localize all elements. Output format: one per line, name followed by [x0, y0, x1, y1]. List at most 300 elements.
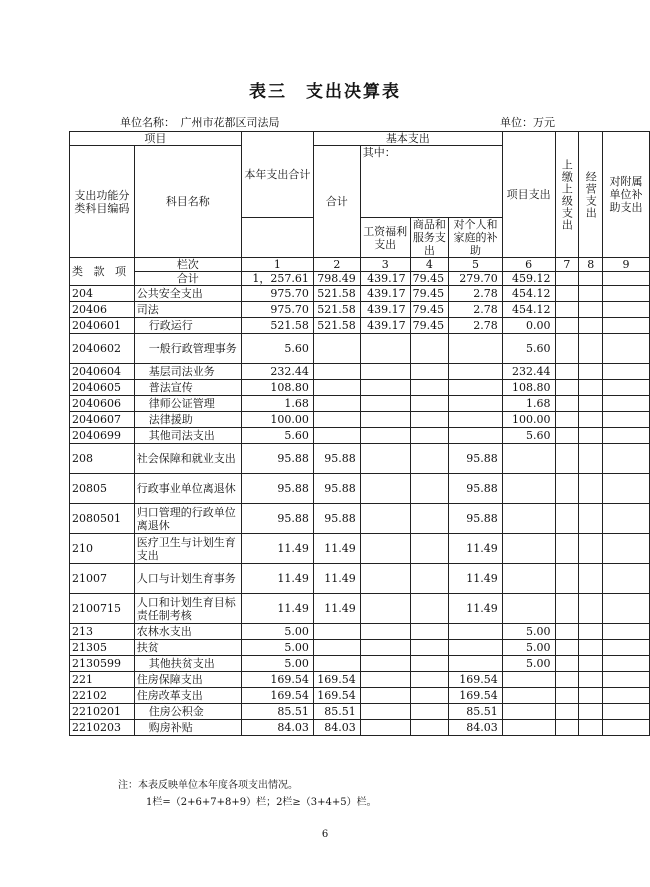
row-name: 公共安全支出	[134, 286, 241, 302]
header-code: 支出功能分类科目编码	[70, 146, 135, 258]
row-value	[579, 624, 603, 640]
row-value	[555, 594, 579, 624]
row-value	[579, 720, 603, 736]
row-value	[555, 624, 579, 640]
row-value	[555, 474, 579, 504]
row-value	[603, 704, 650, 720]
row-value	[449, 334, 503, 364]
row-name: 住房保障支出	[134, 672, 241, 688]
col-no-2: 2	[313, 258, 360, 272]
row-value	[360, 444, 410, 474]
row-value	[603, 594, 650, 624]
row-value	[603, 412, 650, 428]
row-value	[579, 474, 603, 504]
row-value: 169.54	[241, 688, 313, 704]
row-value: 108.80	[241, 380, 313, 396]
row-value: 5.60	[502, 428, 555, 444]
row-value	[410, 720, 449, 736]
row-value	[410, 656, 449, 672]
row-value	[579, 364, 603, 380]
row-value	[360, 624, 410, 640]
row-value	[555, 396, 579, 412]
unit-name: 单位名称： 广州市花都区司法局	[120, 116, 280, 129]
row-value: 169.54	[313, 672, 360, 688]
row-value: 169.54	[449, 672, 503, 688]
row-value	[603, 364, 650, 380]
row-value	[555, 412, 579, 428]
row-name: 基层司法业务	[134, 364, 241, 380]
col-no-7: 7	[555, 258, 579, 272]
row-value	[603, 672, 650, 688]
table-row	[70, 640, 650, 656]
sum-cell: 439.17	[360, 272, 410, 286]
row-value: 169.54	[449, 688, 503, 704]
row-value	[502, 504, 555, 534]
row-value	[579, 412, 603, 428]
row-name: 归口管理的行政单位离退休	[134, 504, 241, 534]
row-value	[410, 624, 449, 640]
table-row	[70, 504, 650, 534]
row-value	[579, 286, 603, 302]
row-value: 11.49	[313, 534, 360, 564]
row-value	[449, 396, 503, 412]
row-code: 208	[70, 444, 135, 474]
row-value	[410, 334, 449, 364]
row-value: 521.58	[313, 302, 360, 318]
row-value	[555, 428, 579, 444]
row-value	[360, 704, 410, 720]
row-code: 2040602	[70, 334, 135, 364]
row-value	[313, 656, 360, 672]
row-code: 210	[70, 534, 135, 564]
row-value: 11.49	[313, 594, 360, 624]
row-value	[360, 396, 410, 412]
row-value: 95.88	[241, 474, 313, 504]
row-value	[410, 428, 449, 444]
row-value	[579, 656, 603, 672]
row-value	[502, 672, 555, 688]
row-value	[502, 688, 555, 704]
row-name: 扶贫	[134, 640, 241, 656]
row-value	[360, 380, 410, 396]
header-of-which: 其中：	[360, 146, 502, 218]
row-value	[579, 380, 603, 396]
row-name: 行政事业单位离退休	[134, 474, 241, 504]
row-value	[410, 672, 449, 688]
table-row	[70, 474, 650, 504]
row-value	[502, 444, 555, 474]
row-value: 975.70	[241, 302, 313, 318]
row-value	[360, 412, 410, 428]
row-value: 521.58	[313, 318, 360, 334]
table-row	[70, 720, 650, 736]
row-value: 84.03	[449, 720, 503, 736]
row-value	[449, 364, 503, 380]
row-value	[360, 428, 410, 444]
row-value: 11.49	[241, 594, 313, 624]
table-row	[70, 286, 650, 302]
header-basic: 基本支出	[313, 132, 502, 146]
row-value: 2.78	[449, 318, 503, 334]
row-value	[410, 594, 449, 624]
row-value	[555, 444, 579, 474]
row-value	[579, 444, 603, 474]
table-row	[70, 396, 650, 412]
row-value	[603, 564, 650, 594]
table-row	[70, 534, 650, 564]
table-row	[70, 688, 650, 704]
row-value	[603, 380, 650, 396]
row-value: 5.00	[241, 640, 313, 656]
header-item: 项目	[70, 132, 242, 146]
sum-cell: 798.49	[313, 272, 360, 286]
row-code: 21305	[70, 640, 135, 656]
row-value: 169.54	[241, 672, 313, 688]
col-no-9: 9	[603, 258, 650, 272]
row-value	[555, 534, 579, 564]
col-no-5: 5	[449, 258, 503, 272]
row-value: 79.45	[410, 302, 449, 318]
table-row	[70, 672, 650, 688]
row-code: 213	[70, 624, 135, 640]
row-value	[579, 396, 603, 412]
row-value: 521.58	[241, 318, 313, 334]
row-value	[579, 504, 603, 534]
row-value	[313, 334, 360, 364]
row-value	[410, 688, 449, 704]
row-name: 普法宣传	[134, 380, 241, 396]
row-value	[449, 428, 503, 444]
row-value: 5.00	[241, 624, 313, 640]
sum-cell: 79.45	[410, 272, 449, 286]
row-value	[410, 704, 449, 720]
sum-label: 合计	[134, 272, 241, 286]
row-value	[313, 428, 360, 444]
row-value: 232.44	[241, 364, 313, 380]
header-subsidy: 对附属单位补助支出	[603, 132, 650, 258]
row-value	[579, 594, 603, 624]
row-value	[313, 364, 360, 380]
header-personal: 对个人和家庭的补助	[449, 218, 503, 258]
row-value	[579, 534, 603, 564]
row-value	[502, 534, 555, 564]
row-name: 医疗卫生与计划生育支出	[134, 534, 241, 564]
row-value	[502, 720, 555, 736]
row-code: 2080501	[70, 504, 135, 534]
sum-cell	[555, 272, 579, 286]
row-value	[410, 396, 449, 412]
row-value: 1.68	[241, 396, 313, 412]
row-value	[555, 720, 579, 736]
row-value: 95.88	[449, 474, 503, 504]
row-value	[603, 534, 650, 564]
row-value	[360, 534, 410, 564]
row-value	[313, 624, 360, 640]
row-value	[555, 302, 579, 318]
table-row	[70, 334, 650, 364]
row-value	[555, 704, 579, 720]
row-value	[360, 504, 410, 534]
row-code: 2040601	[70, 318, 135, 334]
row-code: 20406	[70, 302, 135, 318]
row-code: 2130599	[70, 656, 135, 672]
page-number: 6	[321, 829, 329, 840]
row-value	[410, 364, 449, 380]
row-value	[603, 428, 650, 444]
row-code: 2210203	[70, 720, 135, 736]
row-value	[603, 656, 650, 672]
row-value: 1.68	[502, 396, 555, 412]
header-salary: 工资福利支出	[360, 218, 410, 258]
row-value	[555, 364, 579, 380]
header-lanci: 栏次	[134, 258, 241, 272]
table-row	[70, 318, 650, 334]
col-no-6: 6	[502, 258, 555, 272]
row-value: 2.78	[449, 286, 503, 302]
row-value: 84.03	[241, 720, 313, 736]
row-value	[579, 318, 603, 334]
table-title: 表三 支出决算表	[249, 82, 401, 102]
row-name: 住房公积金	[134, 704, 241, 720]
row-value	[360, 364, 410, 380]
row-value: 11.49	[241, 564, 313, 594]
row-value	[360, 564, 410, 594]
row-value	[603, 318, 650, 334]
table-row	[70, 302, 650, 318]
row-value	[410, 474, 449, 504]
row-value	[502, 594, 555, 624]
table-row	[70, 564, 650, 594]
row-value	[313, 396, 360, 412]
row-value	[449, 624, 503, 640]
header-subject-name: 科目名称	[134, 146, 241, 258]
row-value	[449, 380, 503, 396]
row-value	[449, 412, 503, 428]
row-value: 5.00	[502, 640, 555, 656]
header-project: 项目支出	[502, 132, 555, 258]
row-code: 2040604	[70, 364, 135, 380]
table-row	[70, 594, 650, 624]
table-row	[70, 444, 650, 474]
header-upper: 上缴上级支出	[555, 132, 579, 258]
row-value	[579, 688, 603, 704]
header-goods: 商品和服务支出	[410, 218, 449, 258]
row-value: 439.17	[360, 286, 410, 302]
row-value: 5.60	[241, 428, 313, 444]
row-value: 169.54	[313, 688, 360, 704]
table-row	[70, 704, 650, 720]
row-value	[555, 286, 579, 302]
row-value	[603, 444, 650, 474]
row-value: 454.12	[502, 302, 555, 318]
row-name: 购房补贴	[134, 720, 241, 736]
row-value	[555, 656, 579, 672]
col-no-8: 8	[579, 258, 603, 272]
row-value: 11.49	[313, 564, 360, 594]
row-value: 95.88	[313, 504, 360, 534]
row-value	[579, 334, 603, 364]
row-value	[360, 474, 410, 504]
row-value	[449, 656, 503, 672]
table-row	[70, 380, 650, 396]
row-value	[313, 412, 360, 428]
row-value	[410, 640, 449, 656]
row-value	[410, 444, 449, 474]
row-value	[579, 428, 603, 444]
row-value	[555, 688, 579, 704]
row-value	[603, 396, 650, 412]
row-value	[410, 564, 449, 594]
row-value	[579, 640, 603, 656]
row-value	[502, 474, 555, 504]
row-value	[410, 504, 449, 534]
table-row	[70, 412, 650, 428]
row-value: 2.78	[449, 302, 503, 318]
row-value	[502, 704, 555, 720]
note-line-2: 1栏=（2+6+7+8+9）栏；2栏≥（3+4+5）栏。	[146, 797, 377, 808]
notes	[118, 777, 377, 811]
row-value: 100.00	[502, 412, 555, 428]
row-value	[603, 504, 650, 534]
header-total-cont	[241, 218, 313, 258]
row-value: 5.60	[241, 334, 313, 364]
note-line-1: 注：本表反映单位本年度各项支出情况。	[118, 780, 298, 791]
row-value	[555, 640, 579, 656]
sum-cell: 279.70	[449, 272, 503, 286]
row-value	[603, 688, 650, 704]
table-row	[70, 656, 650, 672]
row-code: 2100715	[70, 594, 135, 624]
row-name: 其他司法支出	[134, 428, 241, 444]
row-name: 人口和计划生育目标责任制考核	[134, 594, 241, 624]
row-value: 108.80	[502, 380, 555, 396]
row-value: 975.70	[241, 286, 313, 302]
row-value: 439.17	[360, 302, 410, 318]
row-value: 0.00	[502, 318, 555, 334]
row-code: 2040607	[70, 412, 135, 428]
row-value	[603, 640, 650, 656]
col-no-3: 3	[360, 258, 410, 272]
row-value	[449, 640, 503, 656]
row-name: 司法	[134, 302, 241, 318]
row-value	[313, 640, 360, 656]
expenditure-table	[69, 131, 650, 736]
row-name: 行政运行	[134, 318, 241, 334]
row-name: 其他扶贫支出	[134, 656, 241, 672]
header-total: 本年支出合计	[241, 132, 313, 218]
row-value: 95.88	[313, 474, 360, 504]
row-code: 2040606	[70, 396, 135, 412]
row-value: 95.88	[449, 444, 503, 474]
row-code: 22102	[70, 688, 135, 704]
header-operating: 经营支出	[579, 132, 603, 258]
row-value: 521.58	[313, 286, 360, 302]
row-value	[603, 474, 650, 504]
unit-label: 单位：万元	[500, 116, 555, 129]
row-value	[410, 534, 449, 564]
row-value	[555, 334, 579, 364]
row-value	[579, 564, 603, 594]
row-value	[603, 720, 650, 736]
row-value: 85.51	[241, 704, 313, 720]
row-value	[579, 302, 603, 318]
row-value	[360, 720, 410, 736]
row-value: 95.88	[241, 504, 313, 534]
row-value: 79.45	[410, 286, 449, 302]
row-value	[502, 564, 555, 594]
row-value	[555, 564, 579, 594]
row-value	[555, 672, 579, 688]
row-value: 454.12	[502, 286, 555, 302]
row-name: 一般行政管理事务	[134, 334, 241, 364]
row-value	[603, 624, 650, 640]
row-name: 法律援助	[134, 412, 241, 428]
row-value: 11.49	[449, 564, 503, 594]
row-value: 5.60	[502, 334, 555, 364]
sum-cell	[579, 272, 603, 286]
row-value	[579, 704, 603, 720]
row-code: 204	[70, 286, 135, 302]
row-value: 85.51	[313, 704, 360, 720]
row-value	[360, 672, 410, 688]
row-value: 11.49	[241, 534, 313, 564]
row-value	[579, 672, 603, 688]
row-value	[410, 380, 449, 396]
row-value	[360, 640, 410, 656]
col-no-1: 1	[241, 258, 313, 272]
col-no-4: 4	[410, 258, 449, 272]
row-value: 11.49	[449, 534, 503, 564]
row-value	[360, 688, 410, 704]
row-value: 79.45	[410, 318, 449, 334]
table-row	[70, 364, 650, 380]
row-value: 232.44	[502, 364, 555, 380]
row-value: 439.17	[360, 318, 410, 334]
table-row	[70, 428, 650, 444]
row-code: 21007	[70, 564, 135, 594]
row-value: 5.00	[502, 656, 555, 672]
row-value	[360, 334, 410, 364]
sum-cell	[603, 272, 650, 286]
sum-cell: 1，257.61	[241, 272, 313, 286]
row-value	[603, 334, 650, 364]
row-code: 221	[70, 672, 135, 688]
row-code: 20805	[70, 474, 135, 504]
row-value: 100.00	[241, 412, 313, 428]
row-value	[360, 656, 410, 672]
row-value: 5.00	[241, 656, 313, 672]
row-name: 人口与计划生育事务	[134, 564, 241, 594]
row-value	[410, 412, 449, 428]
row-value	[555, 504, 579, 534]
row-value: 95.88	[241, 444, 313, 474]
row-value	[555, 318, 579, 334]
row-value	[603, 302, 650, 318]
row-value: 84.03	[313, 720, 360, 736]
row-value	[603, 286, 650, 302]
header-lei-kuan-xiang: 类 款 项	[70, 258, 135, 286]
table-row	[70, 624, 650, 640]
row-value: 95.88	[449, 504, 503, 534]
row-value	[360, 594, 410, 624]
row-name: 律师公证管理	[134, 396, 241, 412]
row-value: 95.88	[313, 444, 360, 474]
row-value: 5.00	[502, 624, 555, 640]
sum-row	[70, 272, 650, 286]
header-basic-total: 合计	[313, 146, 360, 258]
row-value: 85.51	[449, 704, 503, 720]
row-name: 农林水支出	[134, 624, 241, 640]
